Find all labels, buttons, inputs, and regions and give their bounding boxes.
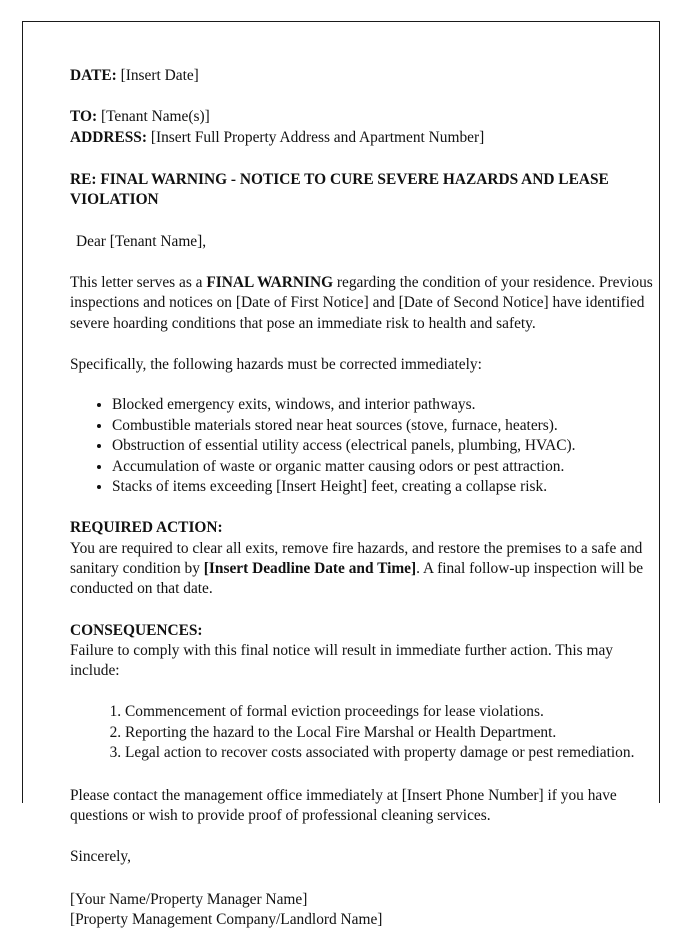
spacer [70,211,666,232]
salutation: Dear [Tenant Name], [76,232,207,250]
list-item: 1. Commencement of formal eviction proceedings for lease violations. [125,702,666,722]
document-body [70,66,666,930]
subject-heading: RE: FINAL WARNING - NOTICE TO CURE SEVERE HAZARDS AND LEASE VIOLATION [70,170,609,209]
signature-name: [Your Name/Property Manager Name] [70,890,308,908]
spacer [70,375,666,395]
spacer [70,497,666,518]
list-item: • Combustible materials stored near heat sources (stove, furnace, heaters). [112,416,666,436]
contact-paragraph: Please contact the management office immediately at [Insert Phone Number] if you have questions or wish to provide proof of professional cleaning services. [70,786,617,824]
spacer [70,600,666,621]
to-line [70,107,666,127]
closing: Sincerely, [70,848,131,866]
list-item: 3. Legal action to recover costs associated with property damage or pest remediation. [125,743,666,763]
required-action-part2: . A final follow-up inspection will be conducted on that date. [70,560,644,598]
required-action-heading: REQUIRED ACTION: [70,519,223,537]
spacer [70,334,666,355]
spacer [70,826,666,847]
spacer [70,86,666,107]
intro-part1: This letter serves as a [70,274,207,292]
date-value: [Insert Date] [120,67,199,84]
to-value: [Tenant Name(s)] [100,108,210,126]
list-item: • Stacks of items exceeding [Insert Height] feet, creating a collapse risk. [112,477,666,497]
date-label: DATE: [70,67,117,84]
address-line [70,128,666,148]
spacer [70,681,666,702]
spacer [70,764,666,786]
consequences-heading: CONSEQUENCES: [70,621,203,639]
required-action-emphasis: [Insert Deadline Date and Time] [203,560,417,577]
intro-emphasis: FINAL WARNING [206,274,334,292]
list-item: • Accumulation of waste or organic matter causing odors or pest attraction. [112,457,666,477]
required-action-part1: You are required to clear all exits, remove fire hazards, and restore the premises to a safe and sanitary condition by [70,539,643,577]
hazards-lead: Specifically, the following hazards must be corrected immediately: [70,356,482,374]
consequences-lead: Failure to comply with this final notice will result in immediate further action. This may include: [70,641,613,680]
list-item: • Blocked emergency exits, windows, and interior pathways. [112,395,666,415]
list-item: • Obstruction of essential utility access (electrical panels, plumbing, HVAC). [112,436,666,456]
intro-paragraph [70,273,666,334]
address-label: ADDRESS: [70,128,147,146]
spacer [70,252,666,273]
date-line [70,66,666,86]
spacer [70,148,666,170]
required-action-paragraph [70,539,666,600]
consequences-list [70,702,666,763]
list-item: 2. Reporting the hazard to the Local Fire Marshal or Health Department. [125,723,666,743]
page-frame [22,21,660,928]
hazards-list [70,395,666,497]
to-label: TO: [70,108,98,126]
signature-company: [Property Management Company/Landlord Name] [70,911,383,928]
address-value: [Insert Full Property Address and Apartment Number] [150,128,485,146]
intro-part2: regarding the condition of your residence. Previous inspections and notices on [Date of First Notice] and [Date of Second Notice] have identified severe hoarding conditions that pose an immediate risk to health and safety. [70,274,653,332]
spacer [70,868,666,890]
